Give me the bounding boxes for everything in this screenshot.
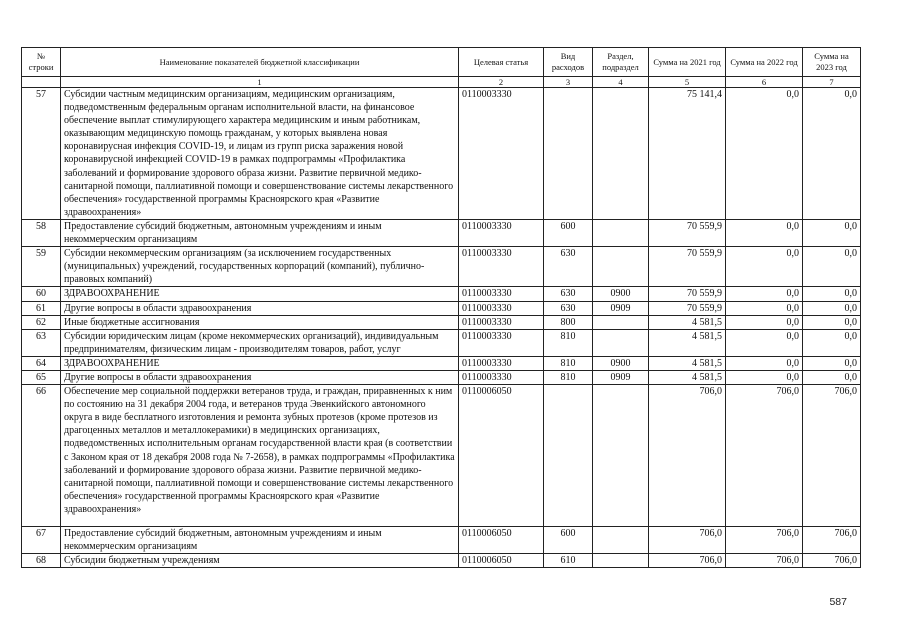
row-sum-2023: 0,0 [803,301,861,315]
row-target-code: 0110006050 [459,385,544,527]
row-section: 0909 [593,301,649,315]
row-expense-type: 630 [544,301,593,315]
row-sum-2022: 0,0 [726,247,803,287]
row-number: 58 [22,219,61,246]
row-sum-2021: 706,0 [649,554,726,568]
row-name: Другие вопросы в области здравоохранения [61,301,459,315]
row-target-code: 0110006050 [459,527,544,554]
row-target-code: 0110003330 [459,301,544,315]
row-name: Другие вопросы в области здравоохранения [61,370,459,384]
row-section: 0900 [593,287,649,301]
row-target-code: 0110003330 [459,88,544,220]
row-sum-2023: 0,0 [803,287,861,301]
row-section [593,219,649,246]
row-expense-type: 600 [544,219,593,246]
row-expense-type: 800 [544,315,593,329]
row-sum-2022: 0,0 [726,370,803,384]
table-row [22,554,861,568]
row-target-code: 0110006050 [459,554,544,568]
row-sum-2021: 4 581,5 [649,315,726,329]
row-name: Субсидии юридическим лицам (кроме некоммерческих организаций), индивидуальным предпринимателям, физическим лицам - производителям товаров, работ, услуг [61,329,459,356]
row-section [593,88,649,220]
row-sum-2023: 0,0 [803,329,861,356]
table-row [22,219,861,246]
table-row [22,356,861,370]
row-sum-2023: 0,0 [803,247,861,287]
row-sum-2021: 706,0 [649,385,726,527]
header-sum-2021: Сумма на 2021 год [649,48,726,77]
column-number [22,77,61,88]
row-name: Субсидии некоммерческим организациям (за исключением государственных (муниципальных) учреждений, государственных корпораций (компаний), публично-правовых компаний) [61,247,459,287]
row-section: 0909 [593,370,649,384]
row-target-code: 0110003330 [459,219,544,246]
header-sum-2023: Сумма на 2023 год [803,48,861,77]
row-expense-type: 810 [544,370,593,384]
column-number: 5 [649,77,726,88]
row-sum-2023: 706,0 [803,385,861,527]
page-number: 587 [829,596,847,608]
column-number: 7 [803,77,861,88]
row-section [593,329,649,356]
row-target-code: 0110003330 [459,287,544,301]
column-number: 3 [544,77,593,88]
row-sum-2023: 0,0 [803,315,861,329]
row-sum-2022: 0,0 [726,329,803,356]
row-sum-2022: 0,0 [726,287,803,301]
row-sum-2021: 4 581,5 [649,370,726,384]
row-expense-type: 630 [544,287,593,301]
table-row [22,88,861,220]
row-sum-2022: 706,0 [726,527,803,554]
row-sum-2023: 0,0 [803,370,861,384]
row-sum-2021: 70 559,9 [649,247,726,287]
row-expense-type: 610 [544,554,593,568]
table-row [22,315,861,329]
header-code: Целевая статья [459,48,544,77]
row-expense-type: 810 [544,356,593,370]
row-target-code: 0110003330 [459,356,544,370]
column-number: 1 [61,77,459,88]
row-sum-2021: 706,0 [649,527,726,554]
row-sum-2022: 706,0 [726,385,803,527]
table-row [22,385,861,527]
row-target-code: 0110003330 [459,247,544,287]
row-sum-2021: 75 141,4 [649,88,726,220]
row-expense-type: 810 [544,329,593,356]
row-sum-2023: 0,0 [803,356,861,370]
row-expense-type: 600 [544,527,593,554]
row-sum-2022: 0,0 [726,88,803,220]
row-expense-type: 630 [544,247,593,287]
row-name: Предоставление субсидий бюджетным, автономным учреждениям и иным некоммерческим организациям [61,527,459,554]
row-name: Субсидии бюджетным учреждениям [61,554,459,568]
row-name: Предоставление субсидий бюджетным, автономным учреждениям и иным некоммерческим организациям [61,219,459,246]
row-number: 65 [22,370,61,384]
row-target-code: 0110003330 [459,315,544,329]
header-num: № строки [22,48,61,77]
budget-table [21,47,861,568]
row-sum-2023: 0,0 [803,219,861,246]
row-section [593,527,649,554]
row-number: 62 [22,315,61,329]
row-sum-2023: 706,0 [803,554,861,568]
row-sum-2021: 4 581,5 [649,356,726,370]
row-target-code: 0110003330 [459,329,544,356]
table-row [22,287,861,301]
row-sum-2023: 706,0 [803,527,861,554]
header-name: Наименование показателей бюджетной классификации [61,48,459,77]
row-number: 67 [22,527,61,554]
header-vid: Вид расходов [544,48,593,77]
row-expense-type [544,385,593,527]
row-sum-2022: 0,0 [726,219,803,246]
row-number: 61 [22,301,61,315]
table-row [22,527,861,554]
row-section [593,385,649,527]
row-section: 0900 [593,356,649,370]
row-section [593,554,649,568]
column-number: 2 [459,77,544,88]
row-sum-2022: 0,0 [726,301,803,315]
row-sum-2023: 0,0 [803,88,861,220]
row-number: 64 [22,356,61,370]
table-row [22,301,861,315]
row-name: Субсидии частным медицинским организациям, медицинским организациям, подведомственным федеральным органам исполнительной власти, на финансовое обеспечение выплат стимулирующего характера медицинским и иным работникам, оказывающим медицинскую помощь гражданам, у которых выявлена новая коронавирусная инфекция COVID-19, и лицам из групп риска заражения новой коронавирусной инфекцией COVID-19 в рамках подпрограммы «Профилактика заболеваний и формирование здорового образа жизни. Развитие первичной медико-санитарной помощи, паллиативной помощи и совершенствование системы лекарственного обеспечения» государственной программы Красноярского края «Развитие здравоохранения» [61,88,459,220]
header-razdel: Раздел, подраздел [593,48,649,77]
row-number: 57 [22,88,61,220]
row-target-code: 0110003330 [459,370,544,384]
row-sum-2022: 0,0 [726,356,803,370]
column-number-row [22,77,861,88]
row-name: Иные бюджетные ассигнования [61,315,459,329]
row-section [593,247,649,287]
row-sum-2021: 70 559,9 [649,301,726,315]
row-number: 63 [22,329,61,356]
table-row [22,329,861,356]
row-sum-2021: 70 559,9 [649,287,726,301]
row-name: ЗДРАВООХРАНЕНИЕ [61,287,459,301]
header-row [22,48,861,77]
column-number: 6 [726,77,803,88]
row-expense-type [544,88,593,220]
table-row [22,247,861,287]
row-sum-2022: 0,0 [726,315,803,329]
row-name: ЗДРАВООХРАНЕНИЕ [61,356,459,370]
row-number: 60 [22,287,61,301]
row-sum-2021: 70 559,9 [649,219,726,246]
row-sum-2022: 706,0 [726,554,803,568]
table-row [22,370,861,384]
row-number: 68 [22,554,61,568]
column-number: 4 [593,77,649,88]
row-number: 59 [22,247,61,287]
header-sum-2022: Сумма на 2022 год [726,48,803,77]
row-name: Обеспечение мер социальной поддержки ветеранов труда, и граждан, приравненных к ним по состоянию на 31 декабря 2004 года, и ветеранов труда Эвенкийского автономного округа в виде бесплатного изготовления и ремонта зубных протезов (кроме протезов из драгоценных металлов и металлокерамики) в медицинских организациях, подведомственных исполнительным органам государственной власти края (в соответствии с Законом края от 18 декабря 2008 года № 7-2658), в рамках подпрограммы «Профилактика заболеваний и формирование здорового образа жизни. Развитие первичной медико-санитарной помощи, паллиативной помощи и совершенствование системы лекарственного обеспечения» государственной программы Красноярского края «Развитие здравоохранения» [61,385,459,527]
row-number: 66 [22,385,61,527]
row-sum-2021: 4 581,5 [649,329,726,356]
row-section [593,315,649,329]
